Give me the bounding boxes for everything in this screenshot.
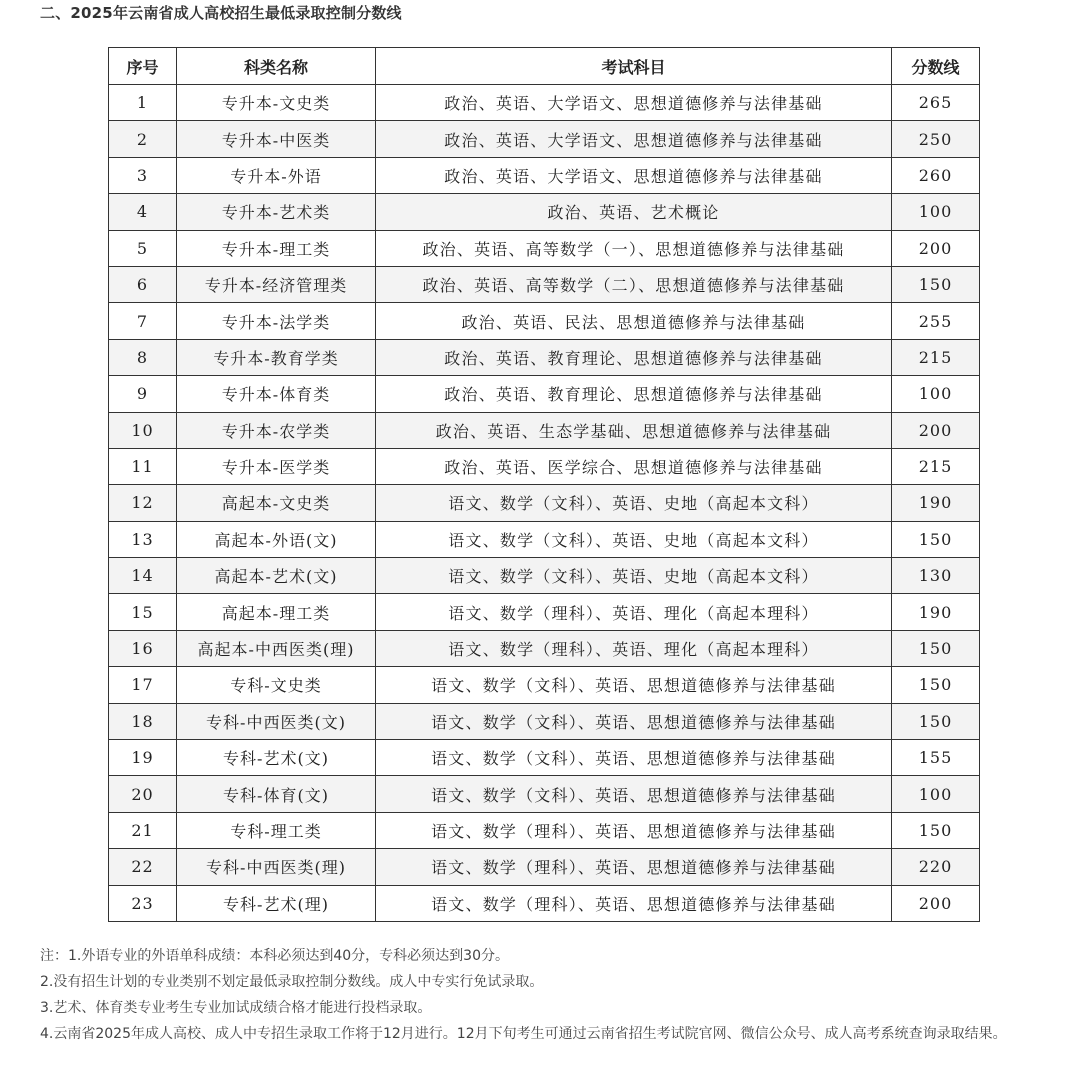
- cell-subjects: 语文、数学（理科）、英语、理化（高起本理科）: [376, 630, 892, 666]
- cell-category: 专科-中西医类(文): [177, 703, 376, 739]
- cell-score: 265: [892, 85, 980, 121]
- table-row: [109, 594, 980, 630]
- cell-category: 专科-中西医类(理): [177, 849, 376, 885]
- cell-category: 专升本-中医类: [177, 121, 376, 157]
- cell-category: 专升本-法学类: [177, 303, 376, 339]
- cell-index: 20: [109, 776, 177, 812]
- cell-subjects: 政治、英语、教育理论、思想道德修养与法律基础: [376, 339, 892, 375]
- cell-subjects: 语文、数学（文科）、英语、思想道德修养与法律基础: [376, 667, 892, 703]
- table-row: [109, 121, 980, 157]
- cell-subjects: 政治、英语、医学综合、思想道德修养与法律基础: [376, 448, 892, 484]
- cell-category: 专升本-体育类: [177, 376, 376, 412]
- cell-score: 150: [892, 521, 980, 557]
- table-row: [109, 485, 980, 521]
- note-line: 2.没有招生计划的专业类别不划定最低录取控制分数线。成人中专实行免试录取。: [40, 974, 544, 990]
- table-body: [109, 85, 980, 922]
- cell-score: 155: [892, 740, 980, 776]
- cell-index: 3: [109, 157, 177, 193]
- cell-score: 100: [892, 376, 980, 412]
- cell-subjects: 政治、英语、艺术概论: [376, 194, 892, 230]
- cell-score: 200: [892, 230, 980, 266]
- cell-score: 100: [892, 776, 980, 812]
- cell-index: 12: [109, 485, 177, 521]
- table-row: [109, 703, 980, 739]
- cell-category: 专升本-文史类: [177, 85, 376, 121]
- cell-index: 8: [109, 339, 177, 375]
- cell-index: 16: [109, 630, 177, 666]
- note-line: 4.云南省2025年成人高校、成人中专招生录取工作将于12月进行。12月下旬考生可通过云南省招生考试院官网、微信公众号、成人高考系统查询录取结果。: [40, 1026, 1007, 1042]
- cell-index: 1: [109, 85, 177, 121]
- cell-score: 150: [892, 630, 980, 666]
- cell-category: 专升本-外语: [177, 157, 376, 193]
- cell-score: 150: [892, 812, 980, 848]
- cell-score: 150: [892, 667, 980, 703]
- cell-subjects: 语文、数学（理科）、英语、理化（高起本理科）: [376, 594, 892, 630]
- header-category: 科类名称: [177, 48, 376, 85]
- notes: [0, 943, 1078, 1047]
- cell-score: 200: [892, 885, 980, 921]
- cell-subjects: 语文、数学（文科）、英语、思想道德修养与法律基础: [376, 740, 892, 776]
- cell-category: 专科-体育(文): [177, 776, 376, 812]
- table-row: [109, 630, 980, 666]
- cell-subjects: 政治、英语、大学语文、思想道德修养与法律基础: [376, 157, 892, 193]
- cell-category: 专科-理工类: [177, 812, 376, 848]
- table-row: [109, 339, 980, 375]
- cell-score: 130: [892, 558, 980, 594]
- cell-subjects: 语文、数学（文科）、英语、史地（高起本文科）: [376, 558, 892, 594]
- table-row: [109, 667, 980, 703]
- table-row: [109, 558, 980, 594]
- table-row: [109, 885, 980, 921]
- score-table: [108, 47, 980, 922]
- cell-subjects: 语文、数学（文科）、英语、史地（高起本文科）: [376, 485, 892, 521]
- cell-subjects: 语文、数学（文科）、英语、思想道德修养与法律基础: [376, 703, 892, 739]
- cell-subjects: 政治、英语、高等数学（二）、思想道德修养与法律基础: [376, 266, 892, 302]
- table-header-row: [109, 48, 980, 85]
- cell-index: 4: [109, 194, 177, 230]
- cell-score: 255: [892, 303, 980, 339]
- cell-index: 5: [109, 230, 177, 266]
- table-row: [109, 521, 980, 557]
- cell-index: 6: [109, 266, 177, 302]
- cell-subjects: 政治、英语、大学语文、思想道德修养与法律基础: [376, 121, 892, 157]
- cell-subjects: 语文、数学（文科）、英语、史地（高起本文科）: [376, 521, 892, 557]
- cell-score: 220: [892, 849, 980, 885]
- cell-index: 23: [109, 885, 177, 921]
- cell-category: 专升本-医学类: [177, 448, 376, 484]
- cell-category: 高起本-中西医类(理): [177, 630, 376, 666]
- cell-index: 21: [109, 812, 177, 848]
- cell-score: 100: [892, 194, 980, 230]
- cell-subjects: 政治、英语、民法、思想道德修养与法律基础: [376, 303, 892, 339]
- table-row: [109, 812, 980, 848]
- table-row: [109, 849, 980, 885]
- table-row: [109, 303, 980, 339]
- cell-subjects: 政治、英语、高等数学（一）、思想道德修养与法律基础: [376, 230, 892, 266]
- cell-category: 专科-文史类: [177, 667, 376, 703]
- cell-index: 13: [109, 521, 177, 557]
- cell-index: 22: [109, 849, 177, 885]
- cell-index: 19: [109, 740, 177, 776]
- cell-index: 15: [109, 594, 177, 630]
- cell-score: 190: [892, 594, 980, 630]
- cell-score: 150: [892, 266, 980, 302]
- cell-category: 高起本-文史类: [177, 485, 376, 521]
- cell-subjects: 语文、数学（理科）、英语、思想道德修养与法律基础: [376, 849, 892, 885]
- table-row: [109, 776, 980, 812]
- cell-index: 9: [109, 376, 177, 412]
- table-row: [109, 412, 980, 448]
- cell-index: 11: [109, 448, 177, 484]
- header-index: 序号: [109, 48, 177, 85]
- cell-score: 200: [892, 412, 980, 448]
- cell-subjects: 语文、数学（文科）、英语、思想道德修养与法律基础: [376, 776, 892, 812]
- table-row: [109, 266, 980, 302]
- cell-category: 专升本-经济管理类: [177, 266, 376, 302]
- cell-subjects: 语文、数学（理科）、英语、思想道德修养与法律基础: [376, 812, 892, 848]
- cell-score: 150: [892, 703, 980, 739]
- table-row: [109, 194, 980, 230]
- table-row: [109, 376, 980, 412]
- cell-category: 专升本-艺术类: [177, 194, 376, 230]
- page-heading: 二、2025年云南省成人高校招生最低录取控制分数线: [40, 4, 402, 22]
- table-row: [109, 740, 980, 776]
- cell-score: 260: [892, 157, 980, 193]
- note-line: 3.艺术、体育类专业考生专业加试成绩合格才能进行投档录取。: [40, 1000, 432, 1016]
- cell-index: 14: [109, 558, 177, 594]
- cell-category: 专科-艺术(文): [177, 740, 376, 776]
- cell-subjects: 语文、数学（理科）、英语、思想道德修养与法律基础: [376, 885, 892, 921]
- cell-score: 250: [892, 121, 980, 157]
- cell-subjects: 政治、英语、大学语文、思想道德修养与法律基础: [376, 85, 892, 121]
- cell-category: 高起本-艺术(文): [177, 558, 376, 594]
- cell-index: 10: [109, 412, 177, 448]
- table-row: [109, 85, 980, 121]
- cell-index: 18: [109, 703, 177, 739]
- table-row: [109, 448, 980, 484]
- cell-score: 215: [892, 448, 980, 484]
- cell-subjects: 政治、英语、教育理论、思想道德修养与法律基础: [376, 376, 892, 412]
- cell-index: 17: [109, 667, 177, 703]
- cell-subjects: 政治、英语、生态学基础、思想道德修养与法律基础: [376, 412, 892, 448]
- cell-score: 190: [892, 485, 980, 521]
- cell-category: 高起本-理工类: [177, 594, 376, 630]
- cell-category: 专升本-农学类: [177, 412, 376, 448]
- cell-category: 高起本-外语(文): [177, 521, 376, 557]
- cell-score: 215: [892, 339, 980, 375]
- note-line: 注：1.外语专业的外语单科成绩：本科必须达到40分，专科必须达到30分。: [40, 948, 509, 964]
- cell-index: 7: [109, 303, 177, 339]
- table-row: [109, 230, 980, 266]
- header-score: 分数线: [892, 48, 980, 85]
- cell-index: 2: [109, 121, 177, 157]
- header-subjects: 考试科目: [376, 48, 892, 85]
- table-row: [109, 157, 980, 193]
- cell-category: 专升本-教育学类: [177, 339, 376, 375]
- cell-category: 专科-艺术(理): [177, 885, 376, 921]
- cell-category: 专升本-理工类: [177, 230, 376, 266]
